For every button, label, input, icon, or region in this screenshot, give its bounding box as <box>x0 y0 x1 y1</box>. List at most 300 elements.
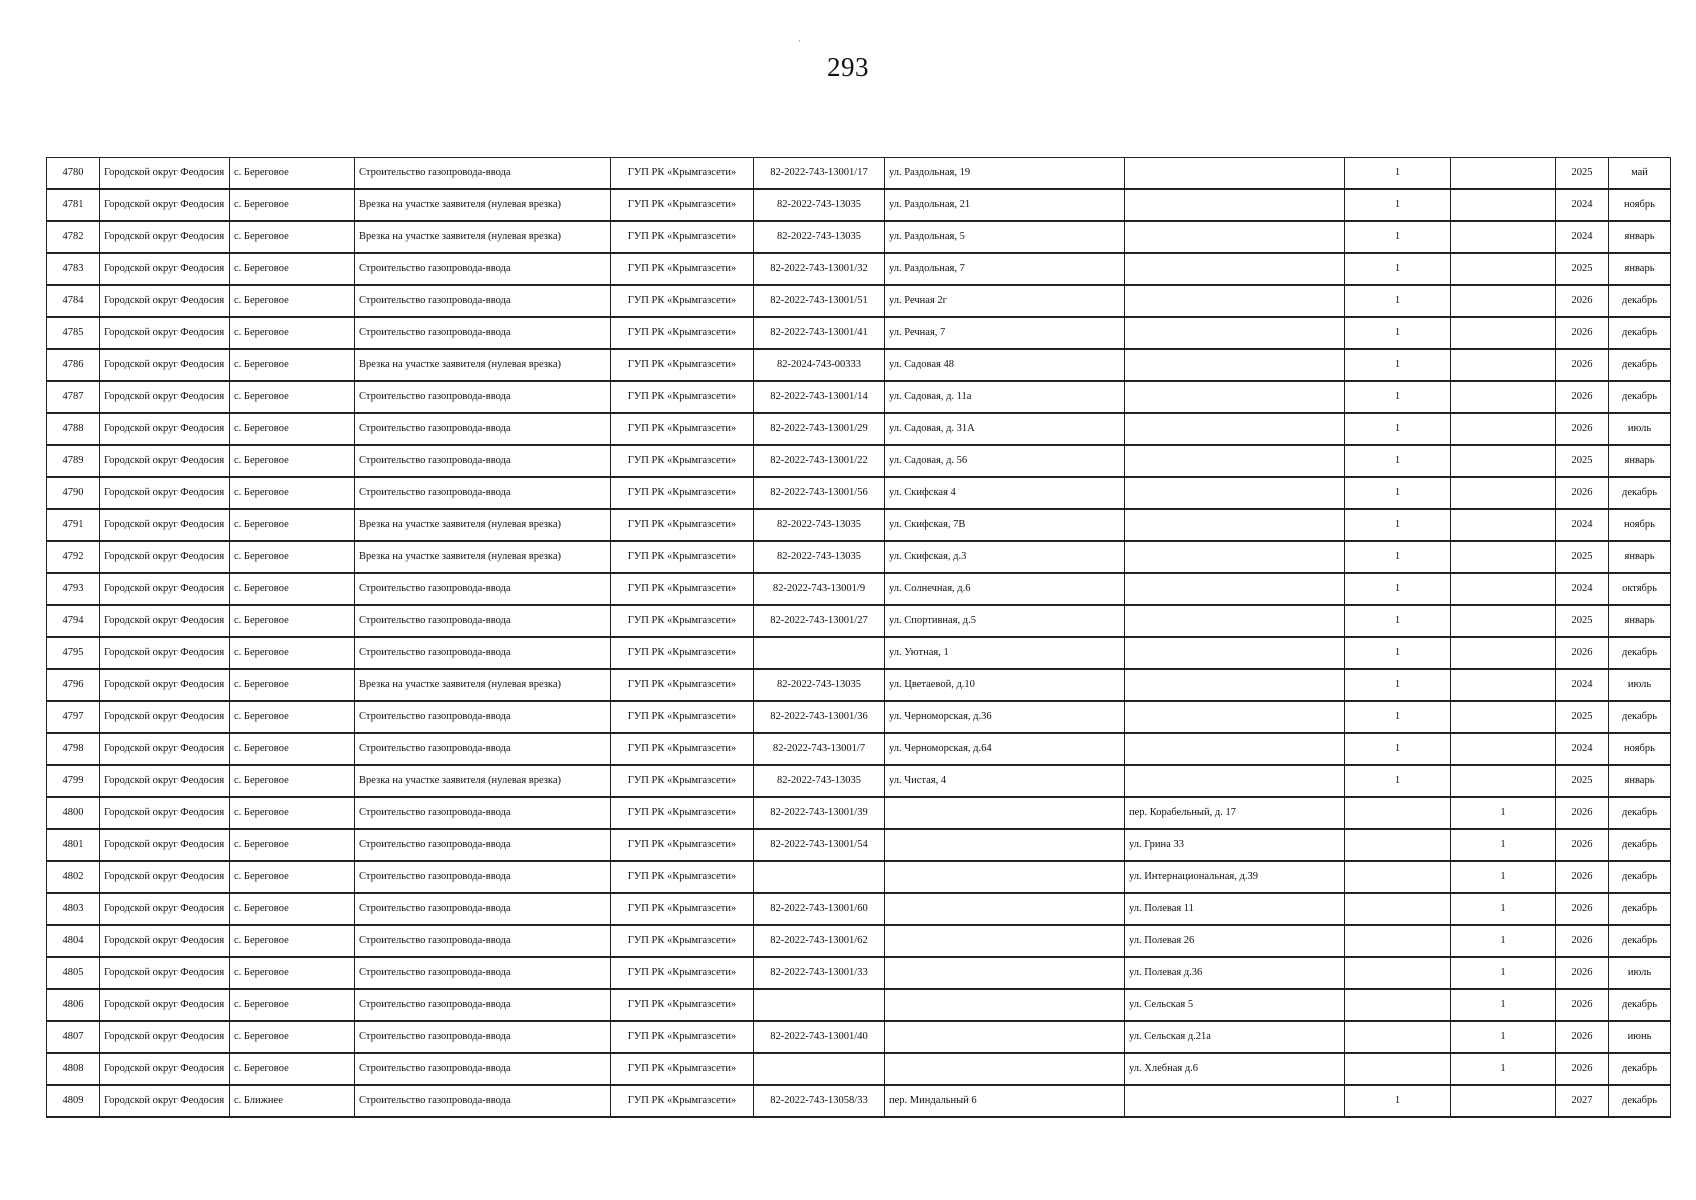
row-number: 4803 <box>47 893 100 925</box>
work-type-cell: Врезка на участке заявителя (нулевая врезка) <box>355 509 611 541</box>
district-cell: Городской округ Феодосия <box>100 477 230 509</box>
work-type-cell: Строительство газопровода-ввода <box>355 925 611 957</box>
year-cell: 2026 <box>1556 989 1609 1021</box>
count-alt-cell: 1 <box>1451 861 1556 893</box>
count-alt-cell <box>1451 669 1556 701</box>
year-cell: 2025 <box>1556 541 1609 573</box>
count-alt-cell <box>1451 765 1556 797</box>
district-cell: Городской округ Феодосия <box>100 253 230 285</box>
year-cell: 2025 <box>1556 701 1609 733</box>
count-cell: 1 <box>1345 637 1451 669</box>
row-number: 4807 <box>47 1021 100 1053</box>
year-cell: 2026 <box>1556 1021 1609 1053</box>
address-cell: ул. Раздольная, 7 <box>885 253 1125 285</box>
address-alt-cell <box>1125 701 1345 733</box>
district-cell: Городской округ Феодосия <box>100 541 230 573</box>
document-number-cell: 82-2022-743-13035 <box>754 765 885 797</box>
row-number: 4785 <box>47 317 100 349</box>
count-cell: 1 <box>1345 158 1451 190</box>
address-alt-cell <box>1125 477 1345 509</box>
organization-cell: ГУП РК «Крымгазсети» <box>611 1085 754 1117</box>
settlement-cell: с. Береговое <box>230 189 355 221</box>
work-type-cell: Врезка на участке заявителя (нулевая врезка) <box>355 541 611 573</box>
row-number: 4802 <box>47 861 100 893</box>
month-cell: январь <box>1609 605 1671 637</box>
organization-cell: ГУП РК «Крымгазсети» <box>611 925 754 957</box>
year-cell: 2025 <box>1556 158 1609 190</box>
count-alt-cell: 1 <box>1451 829 1556 861</box>
address-alt-cell <box>1125 381 1345 413</box>
address-alt-cell: ул. Грина 33 <box>1125 829 1345 861</box>
district-cell: Городской округ Феодосия <box>100 829 230 861</box>
year-cell: 2026 <box>1556 349 1609 381</box>
address-cell <box>885 957 1125 989</box>
work-type-cell: Строительство газопровода-ввода <box>355 413 611 445</box>
settlement-cell: с. Береговое <box>230 733 355 765</box>
count-alt-cell <box>1451 445 1556 477</box>
work-type-cell: Строительство газопровода-ввода <box>355 893 611 925</box>
address-alt-cell: ул. Сельская д.21а <box>1125 1021 1345 1053</box>
row-number: 4806 <box>47 989 100 1021</box>
district-cell: Городской округ Феодосия <box>100 893 230 925</box>
month-cell: май <box>1609 158 1671 190</box>
month-cell: декабрь <box>1609 1085 1671 1117</box>
address-cell: ул. Садовая, д. 56 <box>885 445 1125 477</box>
month-cell: декабрь <box>1609 637 1671 669</box>
work-type-cell: Строительство газопровода-ввода <box>355 158 611 190</box>
table-row <box>47 349 1671 381</box>
address-alt-cell <box>1125 605 1345 637</box>
month-cell: ноябрь <box>1609 733 1671 765</box>
work-type-cell: Врезка на участке заявителя (нулевая врезка) <box>355 349 611 381</box>
organization-cell: ГУП РК «Крымгазсети» <box>611 573 754 605</box>
address-alt-cell <box>1125 1085 1345 1117</box>
year-cell: 2027 <box>1556 1085 1609 1117</box>
count-alt-cell <box>1451 637 1556 669</box>
district-cell: Городской округ Феодосия <box>100 861 230 893</box>
address-cell: ул. Солнечная, д.6 <box>885 573 1125 605</box>
document-number-cell: 82-2022-743-13001/41 <box>754 317 885 349</box>
year-cell: 2024 <box>1556 189 1609 221</box>
year-cell: 2026 <box>1556 637 1609 669</box>
organization-cell: ГУП РК «Крымгазсети» <box>611 861 754 893</box>
address-cell: ул. Садовая 48 <box>885 349 1125 381</box>
settlement-cell: с. Береговое <box>230 957 355 989</box>
address-cell: ул. Спортивная, д.5 <box>885 605 1125 637</box>
organization-cell: ГУП РК «Крымгазсети» <box>611 989 754 1021</box>
address-alt-cell <box>1125 509 1345 541</box>
month-cell: декабрь <box>1609 861 1671 893</box>
count-alt-cell: 1 <box>1451 1053 1556 1085</box>
work-type-cell: Строительство газопровода-ввода <box>355 381 611 413</box>
month-cell: декабрь <box>1609 317 1671 349</box>
document-number-cell: 82-2022-743-13035 <box>754 189 885 221</box>
month-cell: январь <box>1609 221 1671 253</box>
work-type-cell: Строительство газопровода-ввода <box>355 989 611 1021</box>
work-type-cell: Строительство газопровода-ввода <box>355 605 611 637</box>
address-cell <box>885 893 1125 925</box>
document-number-cell: 82-2022-743-13001/54 <box>754 829 885 861</box>
organization-cell: ГУП РК «Крымгазсети» <box>611 701 754 733</box>
work-type-cell: Строительство газопровода-ввода <box>355 445 611 477</box>
count-alt-cell: 1 <box>1451 925 1556 957</box>
organization-cell: ГУП РК «Крымгазсети» <box>611 765 754 797</box>
count-alt-cell <box>1451 701 1556 733</box>
count-cell: 1 <box>1345 381 1451 413</box>
year-cell: 2025 <box>1556 253 1609 285</box>
table-row <box>47 253 1671 285</box>
settlement-cell: с. Береговое <box>230 701 355 733</box>
month-cell: июль <box>1609 413 1671 445</box>
month-cell: ноябрь <box>1609 189 1671 221</box>
document-number-cell: 82-2022-743-13001/14 <box>754 381 885 413</box>
district-cell: Городской округ Феодосия <box>100 989 230 1021</box>
work-type-cell: Строительство газопровода-ввода <box>355 317 611 349</box>
count-cell: 1 <box>1345 573 1451 605</box>
settlement-cell: с. Береговое <box>230 349 355 381</box>
work-type-cell: Строительство газопровода-ввода <box>355 701 611 733</box>
row-number: 4789 <box>47 445 100 477</box>
document-number-cell: 82-2022-743-13001/60 <box>754 893 885 925</box>
count-alt-cell: 1 <box>1451 989 1556 1021</box>
count-alt-cell: 1 <box>1451 893 1556 925</box>
address-alt-cell <box>1125 765 1345 797</box>
organization-cell: ГУП РК «Крымгазсети» <box>611 669 754 701</box>
district-cell: Городской округ Феодосия <box>100 413 230 445</box>
organization-cell: ГУП РК «Крымгазсети» <box>611 893 754 925</box>
work-type-cell: Строительство газопровода-ввода <box>355 573 611 605</box>
settlement-cell: с. Береговое <box>230 381 355 413</box>
settlement-cell: с. Береговое <box>230 1053 355 1085</box>
document-number-cell <box>754 1053 885 1085</box>
count-alt-cell <box>1451 509 1556 541</box>
count-cell: 1 <box>1345 413 1451 445</box>
count-cell: 1 <box>1345 701 1451 733</box>
count-alt-cell <box>1451 158 1556 190</box>
address-alt-cell: ул. Полевая 26 <box>1125 925 1345 957</box>
settlement-cell: с. Береговое <box>230 285 355 317</box>
count-cell: 1 <box>1345 605 1451 637</box>
count-alt-cell <box>1451 477 1556 509</box>
table-row <box>47 413 1671 445</box>
row-number: 4804 <box>47 925 100 957</box>
table-row <box>47 925 1671 957</box>
settlement-cell: с. Береговое <box>230 509 355 541</box>
district-cell: Городской округ Феодосия <box>100 701 230 733</box>
district-cell: Городской округ Феодосия <box>100 797 230 829</box>
organization-cell: ГУП РК «Крымгазсети» <box>611 221 754 253</box>
district-cell: Городской округ Феодосия <box>100 158 230 190</box>
settlement-cell: с. Береговое <box>230 605 355 637</box>
table-row <box>47 445 1671 477</box>
organization-cell: ГУП РК «Крымгазсети» <box>611 605 754 637</box>
month-cell: декабрь <box>1609 701 1671 733</box>
address-cell <box>885 1053 1125 1085</box>
document-number-cell: 82-2024-743-00333 <box>754 349 885 381</box>
address-cell <box>885 1021 1125 1053</box>
organization-cell: ГУП РК «Крымгазсети» <box>611 1021 754 1053</box>
address-alt-cell: пер. Корабельный, д. 17 <box>1125 797 1345 829</box>
address-cell: ул. Черноморская, д.36 <box>885 701 1125 733</box>
district-cell: Городской округ Феодосия <box>100 1053 230 1085</box>
year-cell: 2026 <box>1556 381 1609 413</box>
work-type-cell: Строительство газопровода-ввода <box>355 477 611 509</box>
row-number: 4781 <box>47 189 100 221</box>
document-number-cell: 82-2022-743-13001/33 <box>754 957 885 989</box>
table-row <box>47 669 1671 701</box>
table-row <box>47 765 1671 797</box>
settlement-cell: с. Береговое <box>230 637 355 669</box>
address-alt-cell <box>1125 541 1345 573</box>
row-number: 4805 <box>47 957 100 989</box>
address-alt-cell <box>1125 445 1345 477</box>
count-alt-cell <box>1451 1085 1556 1117</box>
count-cell: 1 <box>1345 669 1451 701</box>
year-cell: 2025 <box>1556 765 1609 797</box>
row-number: 4797 <box>47 701 100 733</box>
row-number: 4800 <box>47 797 100 829</box>
settlement-cell: с. Береговое <box>230 765 355 797</box>
year-cell: 2026 <box>1556 829 1609 861</box>
address-alt-cell <box>1125 349 1345 381</box>
district-cell: Городской округ Феодосия <box>100 349 230 381</box>
year-cell: 2026 <box>1556 925 1609 957</box>
document-number-cell: 82-2022-743-13001/17 <box>754 158 885 190</box>
district-cell: Городской округ Феодосия <box>100 637 230 669</box>
work-type-cell: Врезка на участке заявителя (нулевая врезка) <box>355 221 611 253</box>
count-cell: 1 <box>1345 445 1451 477</box>
settlement-cell: с. Береговое <box>230 829 355 861</box>
settlement-cell: с. Береговое <box>230 445 355 477</box>
address-alt-cell <box>1125 253 1345 285</box>
organization-cell: ГУП РК «Крымгазсети» <box>611 541 754 573</box>
document-number-cell: 82-2022-743-13035 <box>754 221 885 253</box>
year-cell: 2026 <box>1556 1053 1609 1085</box>
table-row <box>47 285 1671 317</box>
district-cell: Городской округ Феодосия <box>100 733 230 765</box>
table-row <box>47 381 1671 413</box>
document-number-cell: 82-2022-743-13001/39 <box>754 797 885 829</box>
month-cell: декабрь <box>1609 893 1671 925</box>
address-alt-cell <box>1125 669 1345 701</box>
month-cell: ноябрь <box>1609 509 1671 541</box>
document-number-cell: 82-2022-743-13001/51 <box>754 285 885 317</box>
organization-cell: ГУП РК «Крымгазсети» <box>611 253 754 285</box>
month-cell: декабрь <box>1609 925 1671 957</box>
document-number-cell <box>754 861 885 893</box>
work-type-cell: Строительство газопровода-ввода <box>355 829 611 861</box>
address-cell: ул. Садовая, д. 11а <box>885 381 1125 413</box>
address-alt-cell: ул. Сельская 5 <box>1125 989 1345 1021</box>
district-cell: Городской округ Феодосия <box>100 957 230 989</box>
settlement-cell: с. Береговое <box>230 413 355 445</box>
count-alt-cell: 1 <box>1451 1021 1556 1053</box>
document-number-cell <box>754 989 885 1021</box>
organization-cell: ГУП РК «Крымгазсети» <box>611 189 754 221</box>
table-row <box>47 957 1671 989</box>
organization-cell: ГУП РК «Крымгазсети» <box>611 381 754 413</box>
settlement-cell: с. Береговое <box>230 797 355 829</box>
address-cell: ул. Черноморская, д.64 <box>885 733 1125 765</box>
address-alt-cell <box>1125 413 1345 445</box>
scan-mark: · <box>798 36 801 46</box>
count-cell: 1 <box>1345 541 1451 573</box>
address-cell: пер. Миндальный 6 <box>885 1085 1125 1117</box>
work-type-cell: Врезка на участке заявителя (нулевая врезка) <box>355 189 611 221</box>
count-cell <box>1345 861 1451 893</box>
month-cell: октябрь <box>1609 573 1671 605</box>
district-cell: Городской округ Феодосия <box>100 189 230 221</box>
work-type-cell: Строительство газопровода-ввода <box>355 1021 611 1053</box>
district-cell: Городской округ Феодосия <box>100 1085 230 1117</box>
row-number: 4780 <box>47 158 100 190</box>
district-cell: Городской округ Феодосия <box>100 669 230 701</box>
address-cell <box>885 797 1125 829</box>
table-row <box>47 701 1671 733</box>
address-cell: ул. Чистая, 4 <box>885 765 1125 797</box>
settlement-cell: с. Береговое <box>230 477 355 509</box>
address-cell: ул. Садовая, д. 31А <box>885 413 1125 445</box>
table-row <box>47 158 1671 190</box>
count-cell: 1 <box>1345 1085 1451 1117</box>
organization-cell: ГУП РК «Крымгазсети» <box>611 797 754 829</box>
district-cell: Городской округ Феодосия <box>100 925 230 957</box>
table-row <box>47 861 1671 893</box>
row-number: 4794 <box>47 605 100 637</box>
count-alt-cell <box>1451 189 1556 221</box>
district-cell: Городской округ Феодосия <box>100 221 230 253</box>
month-cell: декабрь <box>1609 349 1671 381</box>
count-alt-cell <box>1451 349 1556 381</box>
document-number-cell: 82-2022-743-13001/62 <box>754 925 885 957</box>
settlement-cell: с. Береговое <box>230 221 355 253</box>
count-cell <box>1345 1053 1451 1085</box>
count-cell <box>1345 957 1451 989</box>
year-cell: 2024 <box>1556 733 1609 765</box>
year-cell: 2026 <box>1556 477 1609 509</box>
address-alt-cell <box>1125 573 1345 605</box>
address-cell: ул. Скифская, 7В <box>885 509 1125 541</box>
year-cell: 2024 <box>1556 509 1609 541</box>
month-cell: декабрь <box>1609 285 1671 317</box>
year-cell: 2024 <box>1556 669 1609 701</box>
settlement-cell: с. Береговое <box>230 158 355 190</box>
organization-cell: ГУП РК «Крымгазсети» <box>611 829 754 861</box>
count-cell: 1 <box>1345 285 1451 317</box>
count-cell: 1 <box>1345 765 1451 797</box>
row-number: 4787 <box>47 381 100 413</box>
count-alt-cell <box>1451 413 1556 445</box>
address-alt-cell <box>1125 733 1345 765</box>
work-type-cell: Врезка на участке заявителя (нулевая врезка) <box>355 669 611 701</box>
month-cell: январь <box>1609 765 1671 797</box>
table-row <box>47 989 1671 1021</box>
document-number-cell: 82-2022-743-13001/7 <box>754 733 885 765</box>
table-row <box>47 893 1671 925</box>
address-cell: ул. Раздольная, 21 <box>885 189 1125 221</box>
month-cell: декабрь <box>1609 1053 1671 1085</box>
settlement-cell: с. Береговое <box>230 925 355 957</box>
month-cell: январь <box>1609 445 1671 477</box>
document-number-cell: 82-2022-743-13001/56 <box>754 477 885 509</box>
address-cell <box>885 925 1125 957</box>
count-alt-cell <box>1451 573 1556 605</box>
address-cell: ул. Речная 2г <box>885 285 1125 317</box>
district-cell: Городской округ Феодосия <box>100 605 230 637</box>
year-cell: 2026 <box>1556 957 1609 989</box>
document-number-cell: 82-2022-743-13001/36 <box>754 701 885 733</box>
table-row <box>47 637 1671 669</box>
work-type-cell: Строительство газопровода-ввода <box>355 797 611 829</box>
count-alt-cell <box>1451 285 1556 317</box>
table-row <box>47 1021 1671 1053</box>
month-cell: декабрь <box>1609 989 1671 1021</box>
document-number-cell: 82-2022-743-13035 <box>754 541 885 573</box>
document-number-cell: 82-2022-743-13001/27 <box>754 605 885 637</box>
district-cell: Городской округ Феодосия <box>100 573 230 605</box>
month-cell: июнь <box>1609 1021 1671 1053</box>
table-row <box>47 1085 1671 1117</box>
year-cell: 2024 <box>1556 221 1609 253</box>
settlement-cell: с. Береговое <box>230 541 355 573</box>
work-type-cell: Строительство газопровода-ввода <box>355 253 611 285</box>
table-row <box>47 477 1671 509</box>
count-alt-cell <box>1451 381 1556 413</box>
month-cell: декабрь <box>1609 381 1671 413</box>
row-number: 4792 <box>47 541 100 573</box>
count-cell <box>1345 989 1451 1021</box>
row-number: 4782 <box>47 221 100 253</box>
document-number-cell: 82-2022-743-13001/32 <box>754 253 885 285</box>
settlement-cell: с. Ближнее <box>230 1085 355 1117</box>
table-row <box>47 509 1671 541</box>
settlement-cell: с. Береговое <box>230 317 355 349</box>
year-cell: 2026 <box>1556 797 1609 829</box>
row-number: 4808 <box>47 1053 100 1085</box>
settlement-cell: с. Береговое <box>230 573 355 605</box>
count-cell: 1 <box>1345 733 1451 765</box>
count-alt-cell <box>1451 605 1556 637</box>
organization-cell: ГУП РК «Крымгазсети» <box>611 1053 754 1085</box>
count-alt-cell <box>1451 221 1556 253</box>
address-alt-cell <box>1125 158 1345 190</box>
row-number: 4799 <box>47 765 100 797</box>
count-cell: 1 <box>1345 253 1451 285</box>
address-cell: ул. Раздольная, 19 <box>885 158 1125 190</box>
document-number-cell: 82-2022-743-13001/9 <box>754 573 885 605</box>
row-number: 4790 <box>47 477 100 509</box>
document-number-cell: 82-2022-743-13001/22 <box>754 445 885 477</box>
table-row <box>47 605 1671 637</box>
address-cell: ул. Уютная, 1 <box>885 637 1125 669</box>
document-number-cell: 82-2022-743-13035 <box>754 509 885 541</box>
organization-cell: ГУП РК «Крымгазсети» <box>611 285 754 317</box>
count-alt-cell <box>1451 253 1556 285</box>
count-alt-cell: 1 <box>1451 797 1556 829</box>
count-cell <box>1345 1021 1451 1053</box>
district-cell: Городской округ Феодосия <box>100 445 230 477</box>
address-alt-cell: ул. Интернациональная, д.39 <box>1125 861 1345 893</box>
address-cell: ул. Речная, 7 <box>885 317 1125 349</box>
page-number: 293 <box>827 52 869 82</box>
settlement-cell: с. Береговое <box>230 253 355 285</box>
settlement-cell: с. Береговое <box>230 861 355 893</box>
address-cell <box>885 989 1125 1021</box>
count-cell: 1 <box>1345 509 1451 541</box>
address-alt-cell: ул. Полевая 11 <box>1125 893 1345 925</box>
row-number: 4793 <box>47 573 100 605</box>
district-cell: Городской округ Феодосия <box>100 1021 230 1053</box>
